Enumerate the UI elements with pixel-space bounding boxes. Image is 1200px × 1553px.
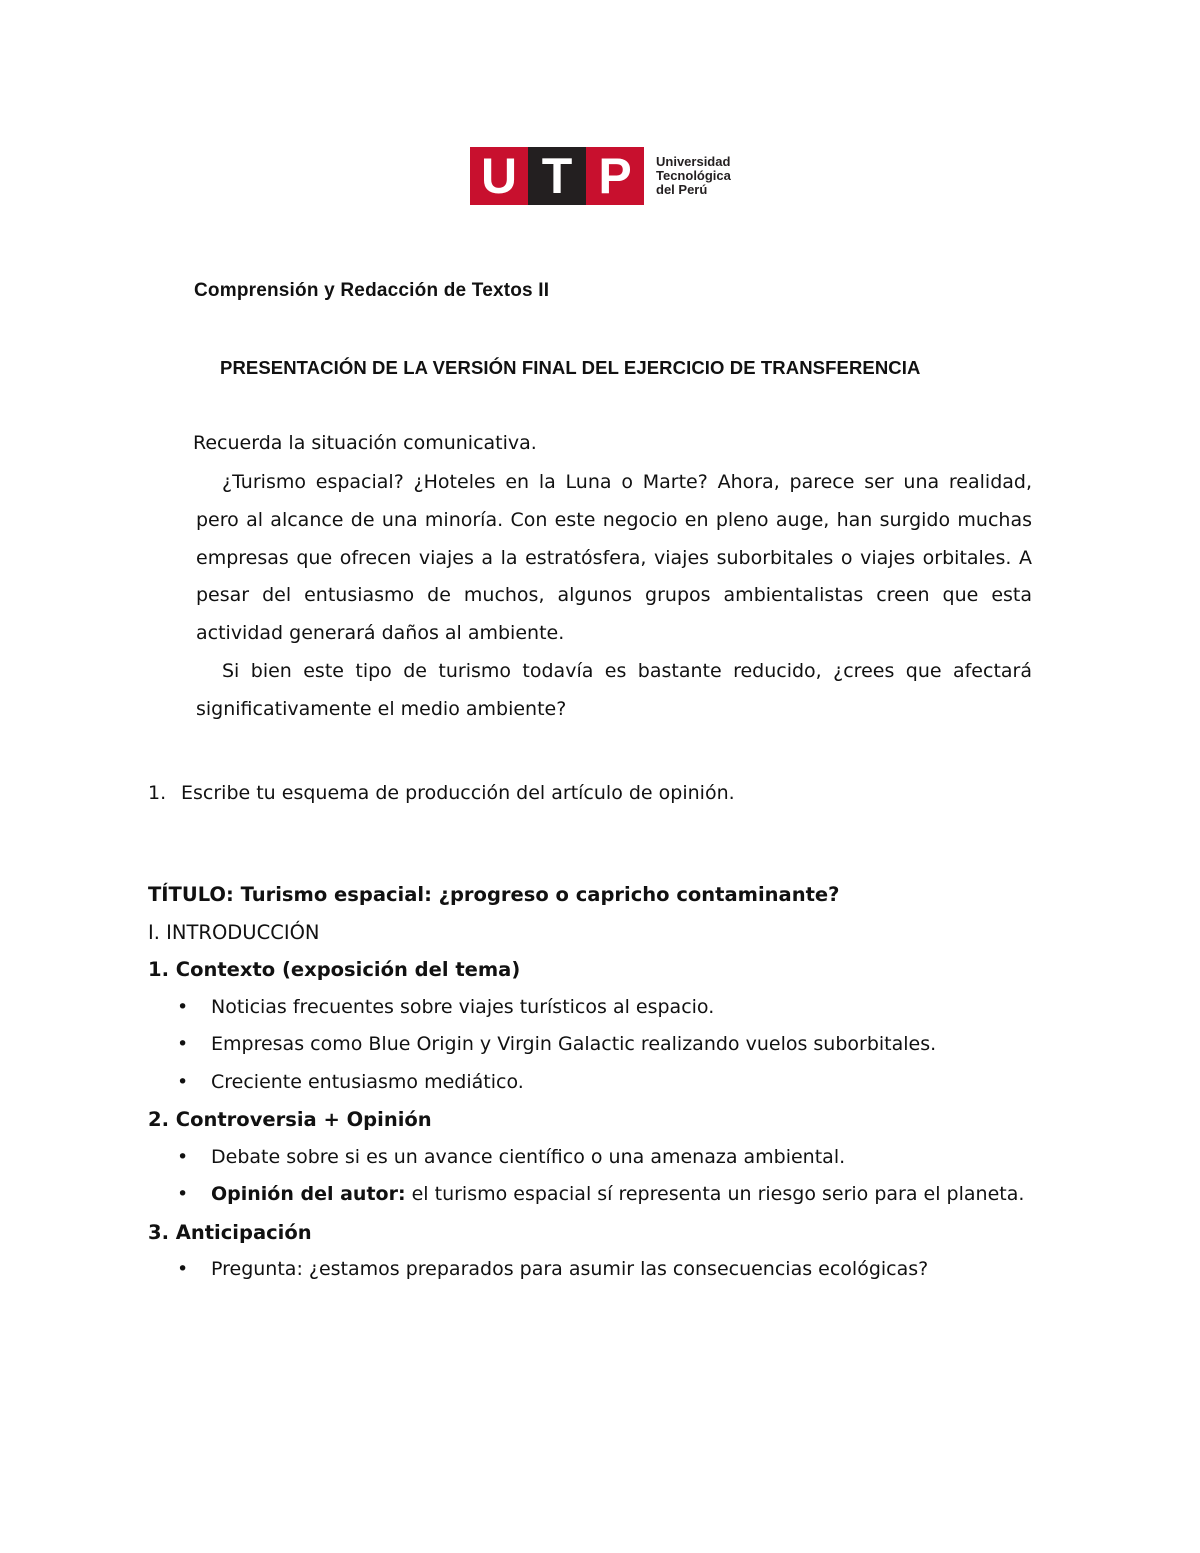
list-item-opinion [148, 1176, 1048, 1214]
list-item-text: Empresas como Blue Origin y Virgin Galactic realizando vuelos suborbitales. [211, 1033, 937, 1055]
logo-name-line-2: Tecnológica [656, 168, 731, 183]
logo-letter-t: T [528, 147, 586, 205]
bullet-icon: • [177, 1258, 189, 1280]
logo-name-line-1: Universidad [656, 154, 731, 169]
situation-paragraph-1: ¿Turismo espacial? ¿Hoteles en la Luna o Marte? Ahora, parece ser una realidad, pero al alcance de una minoría. Con este negocio en pleno auge, han surgido muchas empresas que ofrecen viajes a la estratósfera, viajes suborbitales o viajes orbitales. A pesar del entusiasmo de muchos, algunos grupos ambientalistas creen que esta actividad generará daños al ambiente. [196, 471, 1032, 645]
main-heading: PRESENTACIÓN DE LA VERSIÓN FINAL DEL EJERCICIO DE TRANSFERENCIA [220, 357, 921, 378]
logo-name-line-3: del Perú [656, 182, 708, 197]
intro-label: Recuerda la situación comunicativa. [193, 432, 537, 454]
anticipation-heading: 3. Anticipación [148, 1220, 312, 1244]
task-text: Escribe tu esquema de producción del artículo de opinión. [181, 782, 735, 804]
list-item-text: Pregunta: ¿estamos preparados para asumir las consecuencias ecológicas? [211, 1258, 929, 1280]
list-item-text: Creciente entusiasmo mediático. [211, 1070, 524, 1093]
opinion-outline [148, 876, 1048, 1289]
outline-title: TÍTULO: Turismo espacial: ¿progreso o capricho contaminante? [148, 883, 840, 906]
list-item-text: Debate sobre si es un avance científico o una amenaza ambiental. [211, 1145, 846, 1168]
bullet-icon: • [177, 1070, 189, 1093]
logo-university-name [656, 155, 731, 197]
logo-letter-p: P [586, 147, 644, 205]
outline-section-heading: I. INTRODUCCIÓN [148, 920, 320, 944]
bullet-icon: • [177, 1033, 189, 1055]
task-item [148, 782, 735, 804]
list-item [148, 1064, 1048, 1102]
opinion-text: el turismo espacial sí representa un riesgo serio para el planeta. [405, 1183, 1025, 1205]
controversy-heading: 2. Controversia + Opinión [148, 1108, 432, 1131]
list-item [148, 1139, 1048, 1177]
bullet-icon: • [177, 995, 189, 1018]
context-heading: 1. Contexto (exposición del tema) [148, 958, 521, 981]
logo-blocks [470, 147, 644, 205]
list-item [148, 989, 1048, 1027]
list-item [148, 1251, 1048, 1289]
logo-letter-u: U [470, 147, 528, 205]
utp-logo [470, 147, 731, 205]
situation-paragraph-2: Si bien este tipo de turismo todavía es bastante reducido, ¿crees que afectará significativamente el medio ambiente? [196, 660, 1032, 720]
list-item [148, 1026, 1048, 1064]
list-item-text: Noticias frecuentes sobre viajes turísticos al espacio. [211, 995, 715, 1018]
task-number: 1. [148, 782, 167, 804]
opinion-label: Opinión del autor: [211, 1183, 406, 1205]
course-title: Comprensión y Redacción de Textos II [194, 280, 550, 301]
bullet-icon: • [177, 1183, 189, 1205]
bullet-icon: • [177, 1145, 189, 1168]
